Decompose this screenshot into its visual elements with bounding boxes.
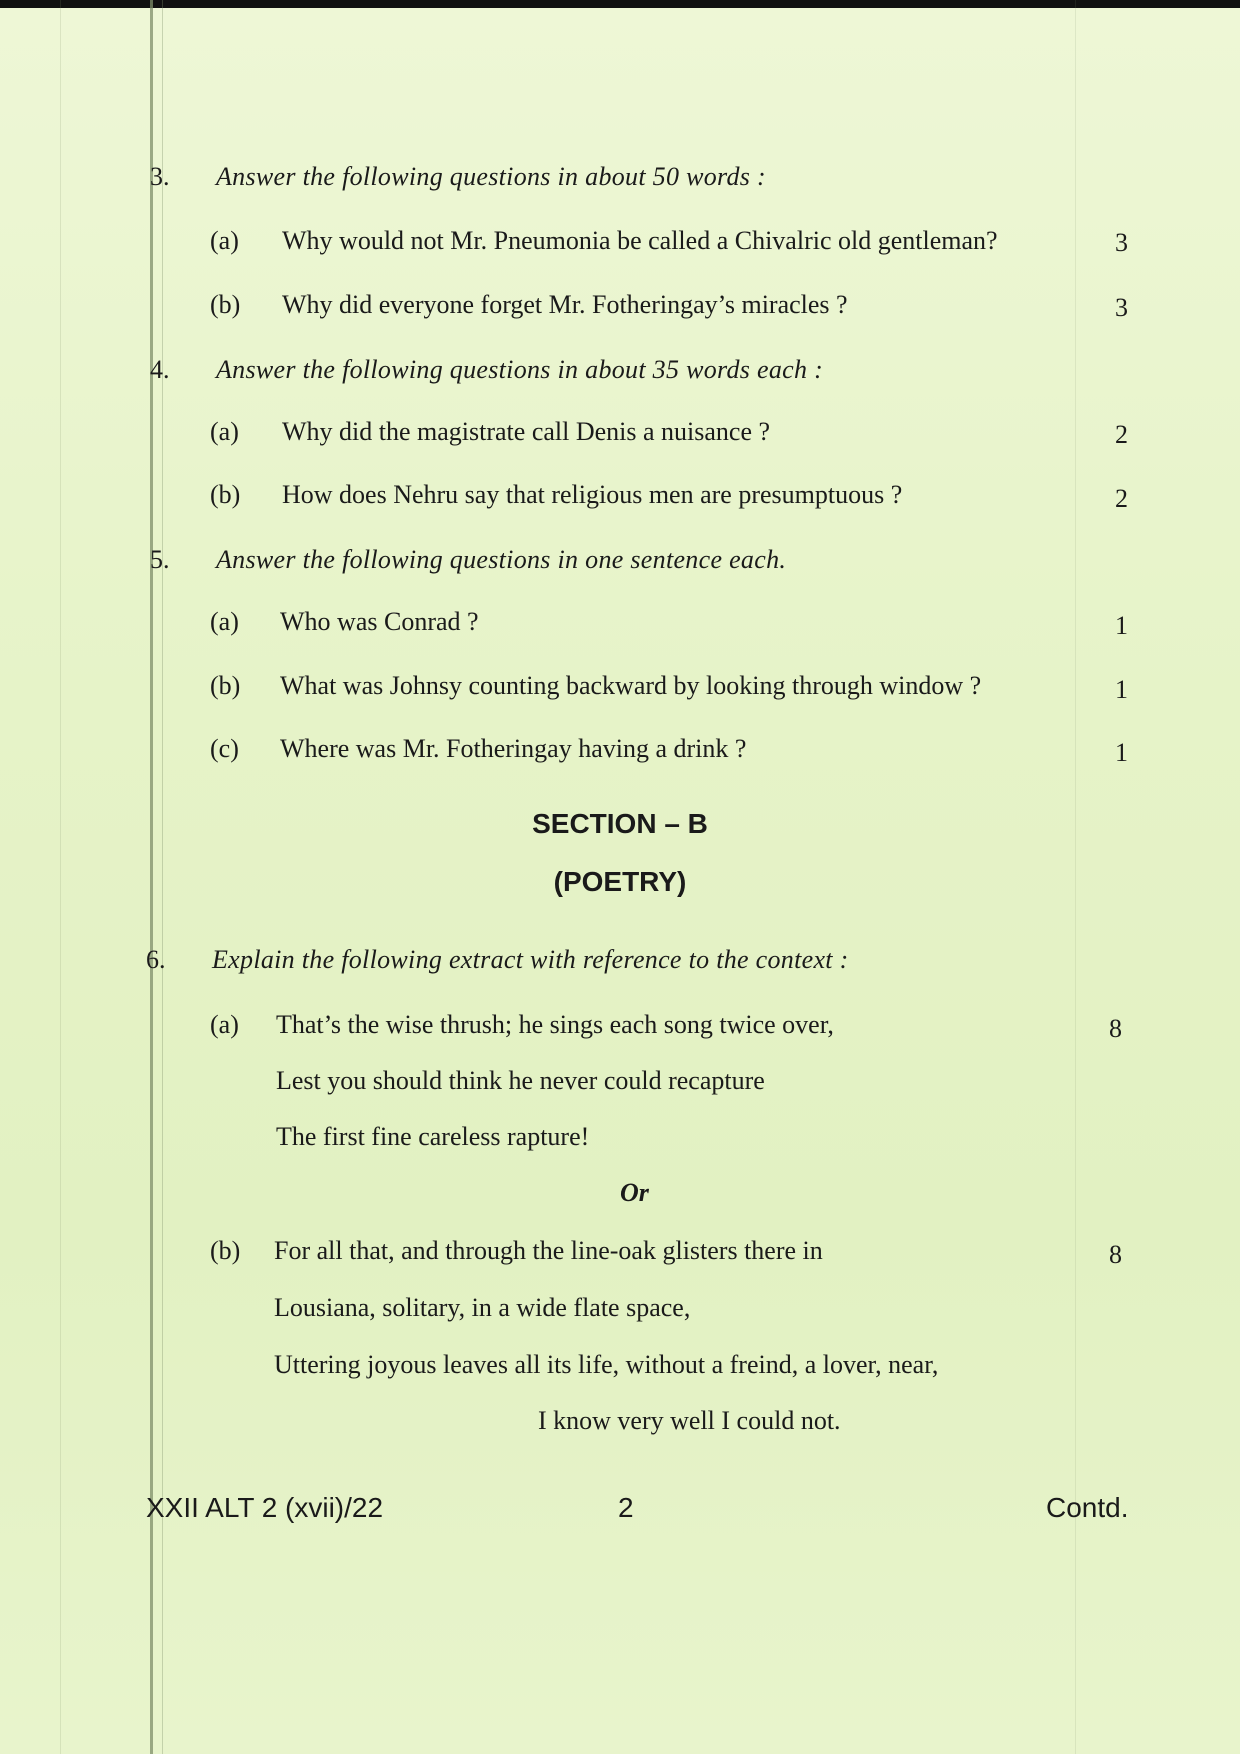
section-title: SECTION – B bbox=[532, 808, 708, 839]
sub-label: (a) bbox=[210, 607, 239, 636]
poem-line: I know very well I could not. bbox=[538, 1406, 841, 1435]
paper-code: XXII ALT 2 (xvii)/22 bbox=[146, 1492, 384, 1523]
question-instruction: Answer the following questions in about 35 words each : bbox=[216, 355, 824, 384]
sub-text: Who was Conrad ? bbox=[280, 607, 479, 636]
marks: 3 bbox=[1115, 228, 1128, 257]
sub-label: (b) bbox=[210, 480, 241, 509]
marks: 8 bbox=[1109, 1240, 1122, 1269]
sub-label: (b) bbox=[210, 1236, 241, 1265]
marks: 1 bbox=[1115, 611, 1128, 640]
sub-text: How does Nehru say that religious men are presumptuous ? bbox=[282, 480, 903, 509]
question-number: 6. bbox=[146, 945, 166, 974]
sub-label: (c) bbox=[210, 734, 239, 763]
scan-top-edge bbox=[0, 0, 1240, 8]
poem-line: The first fine careless rapture! bbox=[276, 1122, 590, 1151]
poem-line: Uttering joyous leaves all its life, without a freind, a lover, near, bbox=[274, 1350, 939, 1379]
sub-label: (a) bbox=[210, 1010, 239, 1039]
sub-label: (a) bbox=[210, 226, 239, 255]
sub-text: Why did everyone forget Mr. Fotheringay’s miracles ? bbox=[282, 290, 848, 319]
sub-text: Why would not Mr. Pneumonia be called a Chivalric old gentleman? bbox=[282, 226, 998, 255]
poem-line: Lest you should think he never could recapture bbox=[276, 1066, 765, 1095]
sub-label: (b) bbox=[210, 671, 241, 700]
marks: 2 bbox=[1115, 420, 1128, 449]
sub-label: (a) bbox=[210, 417, 239, 446]
or-separator: Or bbox=[620, 1178, 649, 1207]
question-number: 5. bbox=[150, 545, 170, 574]
question-instruction: Answer the following questions in one sentence each. bbox=[216, 545, 787, 574]
marks: 2 bbox=[1115, 484, 1128, 513]
sub-text: Where was Mr. Fotheringay having a drink ? bbox=[280, 734, 747, 763]
sub-text: Why did the magistrate call Denis a nuisance ? bbox=[282, 417, 771, 446]
marks: 1 bbox=[1115, 675, 1128, 704]
question-instruction: Answer the following questions in about 50 words : bbox=[216, 162, 766, 191]
marks: 8 bbox=[1109, 1014, 1122, 1043]
section-subtitle: (POETRY) bbox=[553, 866, 687, 897]
marks: 1 bbox=[1115, 738, 1128, 767]
poem-line: For all that, and through the line-oak glisters there in bbox=[274, 1236, 823, 1265]
poem-line: That’s the wise thrush; he sings each song twice over, bbox=[276, 1010, 834, 1039]
page-number: 2 bbox=[618, 1492, 634, 1523]
poem-line: Lousiana, solitary, in a wide flate space, bbox=[274, 1293, 691, 1322]
sub-label: (b) bbox=[210, 290, 241, 319]
question-number: 4. bbox=[150, 355, 170, 384]
question-number: 3. bbox=[150, 162, 170, 191]
sub-text: What was Johnsy counting backward by looking through window ? bbox=[280, 671, 982, 700]
question-instruction: Explain the following extract with reference to the context : bbox=[212, 945, 849, 974]
continued-label: Contd. bbox=[1046, 1492, 1129, 1523]
marks: 3 bbox=[1115, 293, 1128, 322]
